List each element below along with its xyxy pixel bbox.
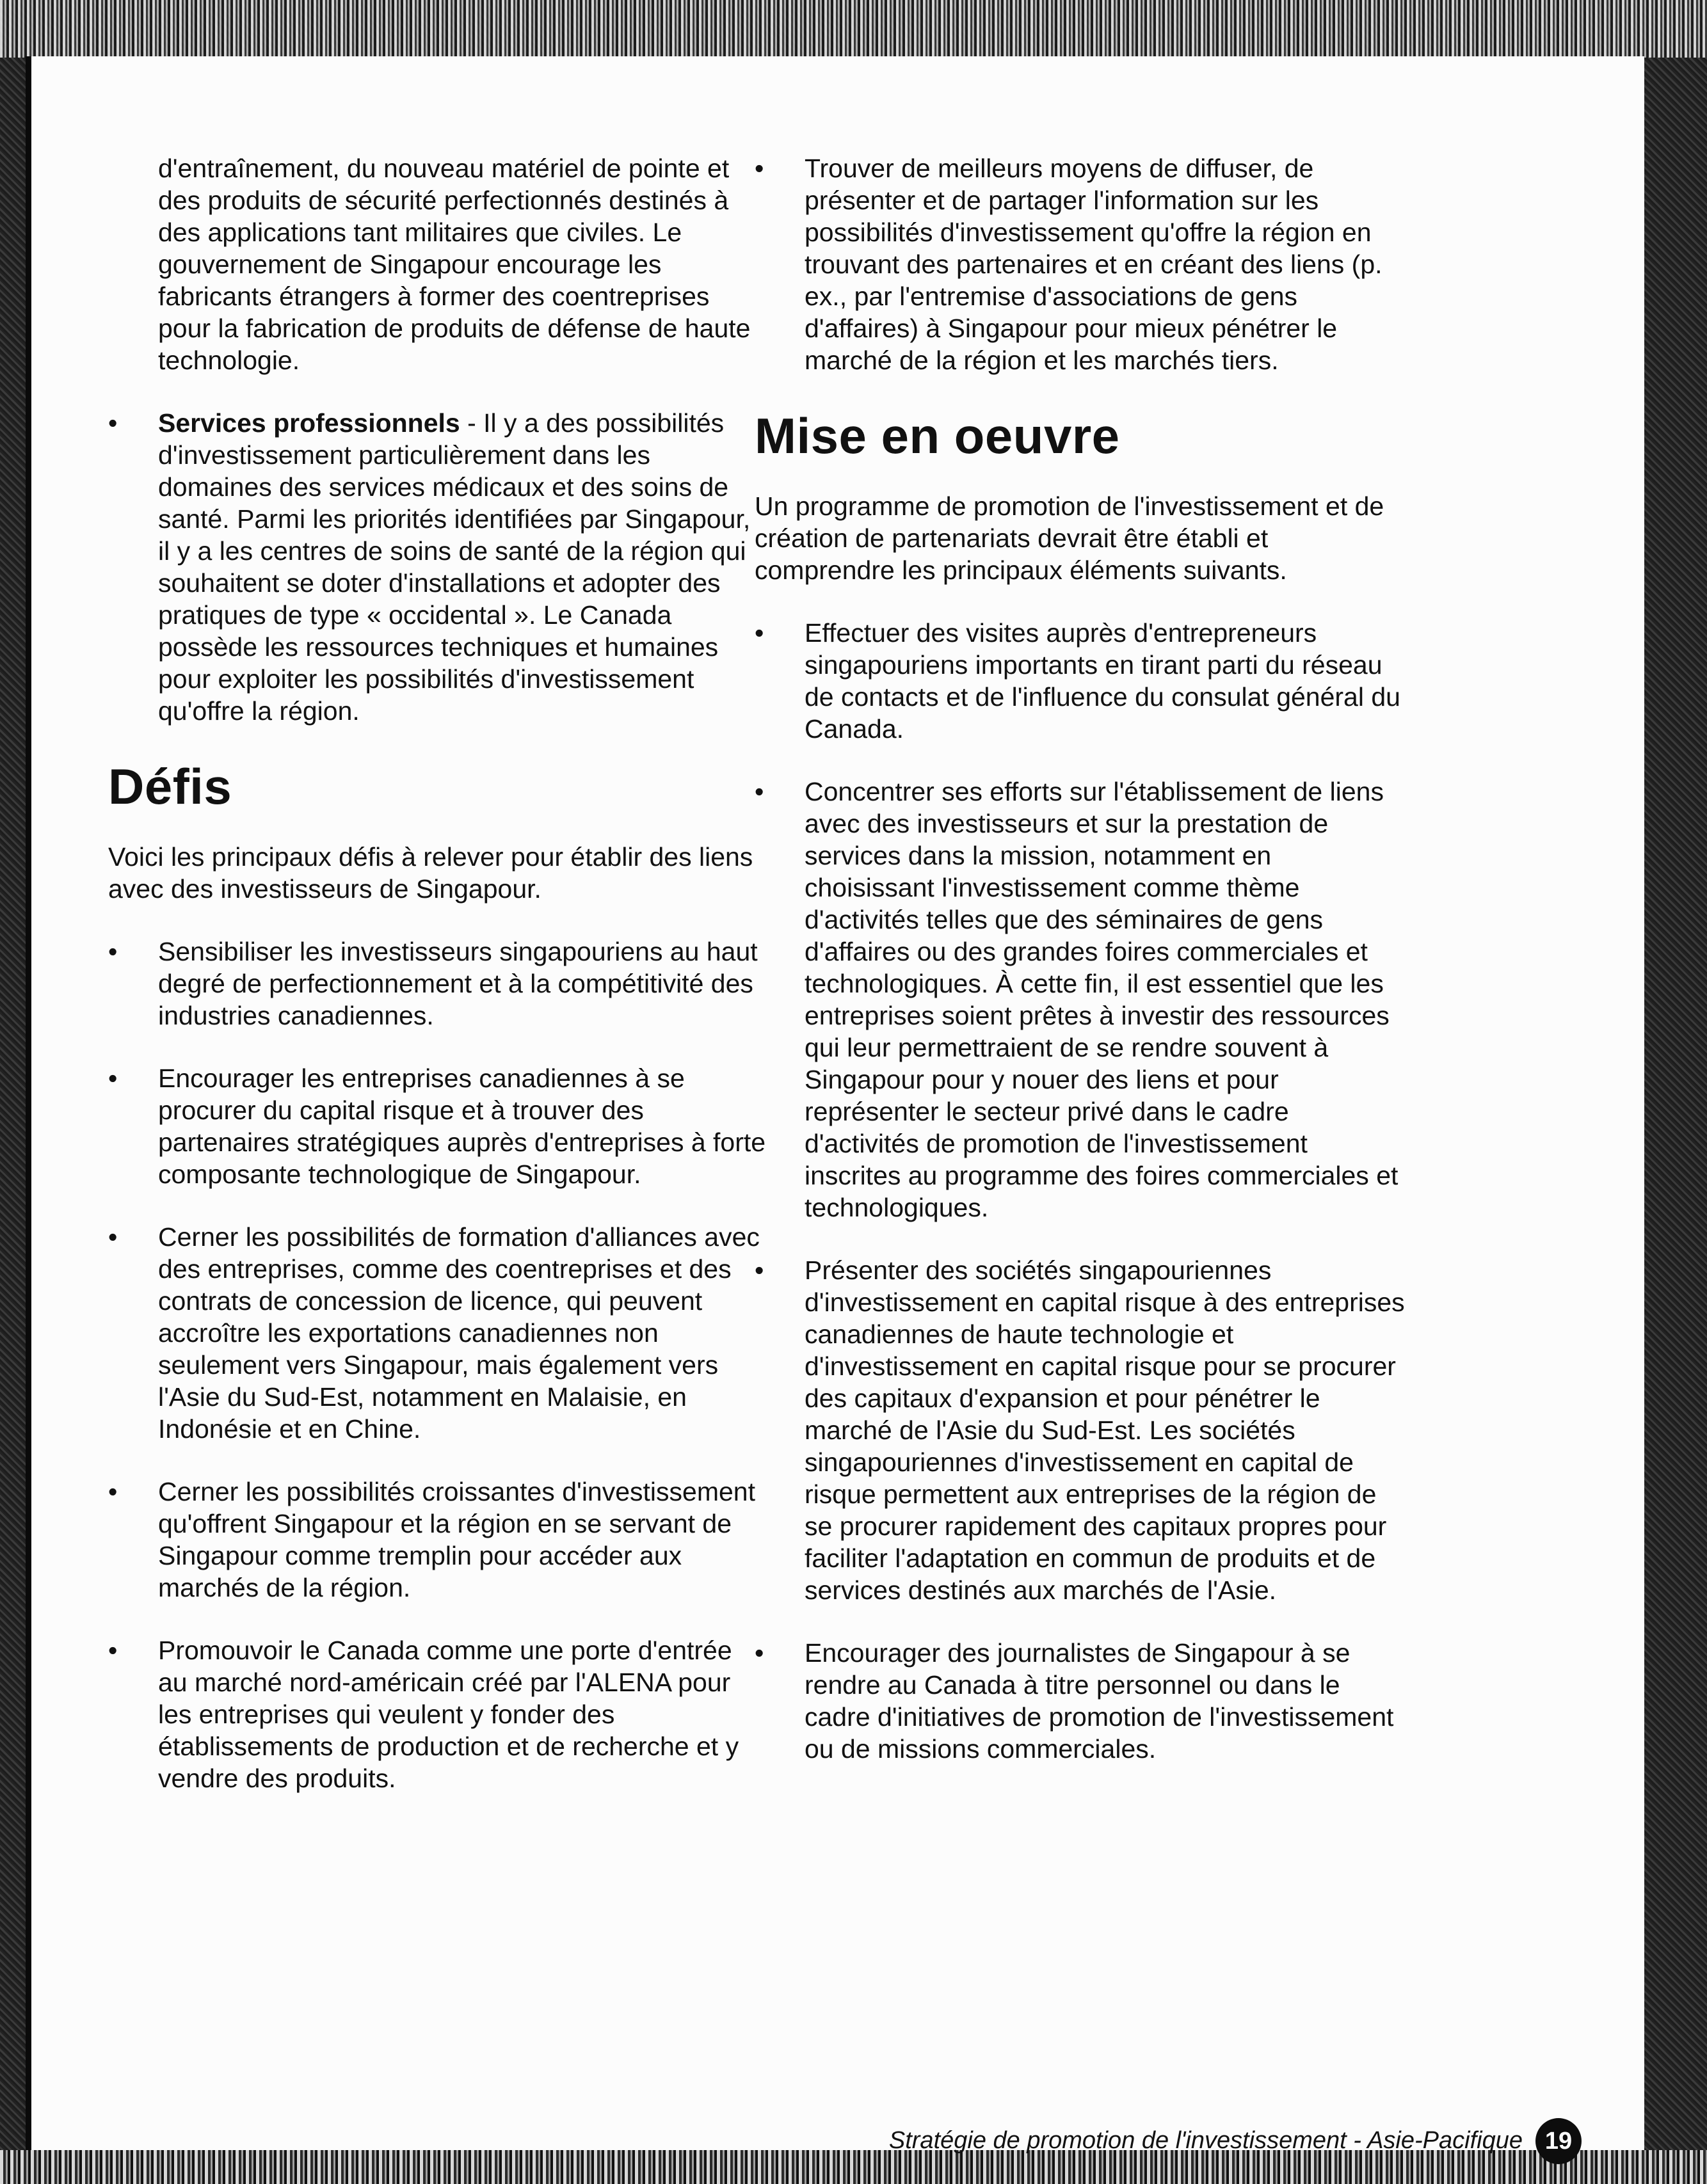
bullet-term: Services professionnels [158,408,460,438]
left-column [108,152,767,1825]
defis-intro: Voici les principaux défis à relever pour établir des liens avec des investisseurs de Singapour. [108,842,753,904]
heading-defis: Défis [108,758,232,815]
page-footer [870,2118,1638,2169]
scan-border-top [0,0,1707,58]
right-column [755,152,1407,1796]
defis-bullet: • Encourager les entreprises canadiennes à se procurer du capital risque et à trouver des partenaires stratégiques auprès d'entreprises à forte composante technologique de Singapour. [108,1062,767,1190]
mise-bullet: • Présenter des sociétés singapouriennes d'investissement en capital risque à des entreprises canadiennes de haute technologie et d'investissement en capital risque pour se procurer des capitaux d'expansion et pour pénétrer le marché de l'Asie du Sud-Est. Les sociétés singapouriennes d'investissement en capital de risque permettent aux entreprises de la région de se procurer rapidement des capitaux propres pour faciliter l'adaptation en commun de produits et de services destinés aux marchés de l'Asie. [755,1254,1407,1606]
bullet-services-professionnels [108,407,767,727]
page-number-badge: 19 [1535,2118,1582,2164]
mise-bullet: • Encourager des journalistes de Singapour à se rendre au Canada à titre personnel ou dans le cadre d'initiatives de promotion de l'investissement ou de missions commerciales. [755,1637,1407,1765]
continued-paragraph: d'entraînement, du nouveau matériel de pointe et des produits de sécurité perfectionnés destinés à des applications tant militaires que civiles. Le gouvernement de Singapour encourage les fabricants étrangers à former des coentreprises pour la fabrication de produits de défense de haute technologie. [158,154,751,375]
bullet-text: - Il y a des possibilités d'investissement particulièrement dans les domaines des services médicaux et des soins de santé. Parmi les priorités identifiées par Singapour, il y a les centres de soins de santé de la région qui souhaitent se doter d'installations et adopter des pratiques de type « occidental ». Le Canada possède les ressources techniques et humaines pour exploiter les possibilités d'investissement qu'offre la région. [158,408,751,726]
defis-bullet: • Promouvoir le Canada comme une porte d'entrée au marché nord-américain créé par l'ALENA pour les entreprises qui veulent y fonder des établissements de production et de recherche et y vendre des produits. [108,1634,767,1794]
document-page [26,56,1644,2155]
defis-bullet: • Sensibiliser les investisseurs singapouriens au haut degré de perfectionnement et à la compétitivité des industries canadiennes. [108,936,767,1032]
mise-bullet: • Effectuer des visites auprès d'entrepreneurs singapouriens importants en tirant parti du réseau de contacts et de l'influence du consulat général du Canada. [755,617,1407,745]
defis-bullet: • Cerner les possibilités de formation d'alliances avec des entreprises, comme des coentreprises et des contrats de concession de licence, qui peuvent accroître les exportations canadiennes non seulement vers Singapour, mais également vers l'Asie du Sud-Est, notamment en Malaisie, en Indonésie et en Chine. [108,1221,767,1445]
footer-title: Stratégie de promotion de l'investissement - Asie-Pacifique [888,2127,1523,2154]
mise-intro: Un programme de promotion de l'investissement et de création de partenariats devrait être établi et comprendre les principaux éléments suivants. [755,491,1384,585]
top-bullet: • Trouver de meilleurs moyens de diffuser, de présenter et de partager l'information sur les possibilités d'investissement qu'offre la région en trouvant des partenaires et en créant des liens (p. ex., par l'entremise d'associations de gens d'affaires) à Singapour pour mieux pénétrer le marché de la région et les marchés tiers. [755,152,1407,376]
mise-bullet: • Concentrer ses efforts sur l'établissement de liens avec des investisseurs et sur la prestation de services dans la mission, notamment en choisissant l'investissement comme thème d'activités telles que des séminaires de gens d'affaires ou des grandes foires commerciales et technologiques. À cette fin, il est essentiel que les entreprises soient prêtes à investir des ressources qui leur permettraient de se rendre souvent à Singapour pour y nouer des liens et pour représenter le secteur privé dans le cadre d'activités de promotion de l'investissement inscrites au programme des foires commerciales et technologiques. [755,776,1407,1224]
heading-mise-en-oeuvre: Mise en oeuvre [755,408,1120,464]
defis-bullet: • Cerner les possibilités croissantes d'investissement qu'offrent Singapour et la région en se servant de Singapour comme tremplin pour accéder aux marchés de la région. [108,1476,767,1604]
